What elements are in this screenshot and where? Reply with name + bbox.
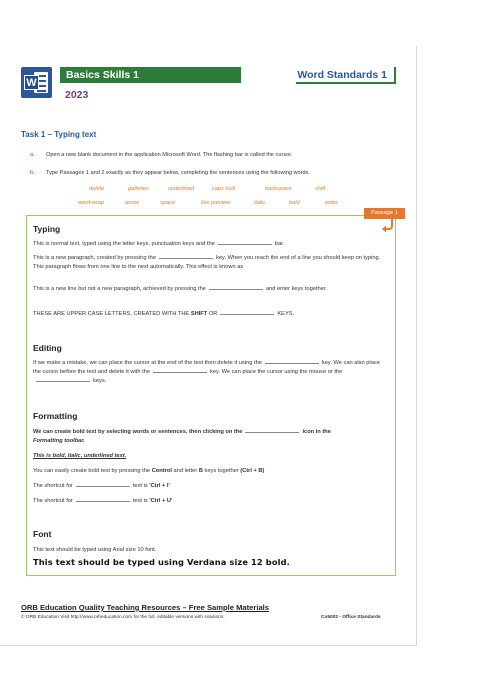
blank-line xyxy=(153,368,207,373)
formatting-paragraph-4 xyxy=(33,482,385,491)
text-run: key. We can place the cursor using the mouse or the xyxy=(209,369,343,375)
blank-line xyxy=(76,482,130,487)
formatting-paragraph-5 xyxy=(33,497,385,506)
text-run-bold: 'Ctrl + I' xyxy=(149,483,170,489)
text-run-bold: We can create bold text by selecting words or sentences, then clicking on the xyxy=(33,429,243,435)
text-run: text is xyxy=(132,498,148,504)
text-run: and letter xyxy=(173,468,198,474)
text-run: You can easily create bold text by pressing the xyxy=(33,468,151,474)
year-label: 2023 xyxy=(65,89,89,101)
wordbank-word: enter xyxy=(325,200,338,206)
typing-paragraph-4 xyxy=(33,310,385,319)
text-run-bold: SHIFT xyxy=(190,311,208,317)
font-heading: Font xyxy=(33,529,52,539)
text-run-bold: (Ctrl + B) xyxy=(240,468,265,474)
editing-paragraph xyxy=(33,359,385,386)
passage-tag: Passage 1 xyxy=(364,208,405,219)
typing-paragraph-3 xyxy=(33,285,385,294)
wordbank-word: delete xyxy=(89,186,105,192)
wordbank-word: underlined xyxy=(168,186,195,192)
wordbank-word: word-wrap xyxy=(78,200,105,206)
text-run-bold: Control xyxy=(151,468,172,474)
wordbank-word: arrow xyxy=(125,200,139,206)
standards-label: Word Standards 1 xyxy=(296,67,396,84)
text-run-bold: 'Ctrl + U' xyxy=(149,498,173,504)
blank-line xyxy=(220,310,274,315)
step-b xyxy=(30,170,310,176)
wordbank-word: backspace xyxy=(265,186,292,192)
wordbank-word: galleries xyxy=(128,186,149,192)
font-paragraph-1: This text should be typed using Arial size 10 font. xyxy=(33,547,157,553)
text-run: This is a new line but not a new paragraph, achieved by pressing the xyxy=(33,286,206,292)
text-run: bar. xyxy=(274,241,285,247)
text-run: KEYS. xyxy=(277,311,295,317)
wordbank-word: space xyxy=(160,200,175,206)
blank-line xyxy=(245,428,299,433)
word-logo-letter: W xyxy=(24,75,39,90)
footer-code: Co5002 - Office Standards xyxy=(321,615,381,620)
text-run: The shortcut for xyxy=(33,483,73,489)
footer-title: ORB Education Quality Teaching Resources – Free Sample Materials xyxy=(21,603,269,612)
wordbank-word: live preview xyxy=(201,200,231,206)
formatting-paragraph-1 xyxy=(33,428,385,446)
blank-line xyxy=(76,497,130,502)
text-run-bold-italic-underline: This is bold, italic, underlined text. xyxy=(33,453,127,459)
text-run: This is a new paragraph, created by pressing the xyxy=(33,255,156,261)
word-logo-icon xyxy=(21,67,52,98)
text-run: If we make a mistake, we can place the cursor at the end of the text then delete it using the xyxy=(33,360,262,366)
blank-line xyxy=(159,254,213,259)
text-run: keys together xyxy=(204,468,239,474)
wordbank-word: caps lock xyxy=(212,186,236,192)
text-run: OR xyxy=(208,311,218,317)
task-title: Task 1 – Typing text xyxy=(21,130,97,139)
wordbank-word: bold xyxy=(289,200,300,206)
formatting-paragraph-3 xyxy=(33,467,385,476)
blank-line xyxy=(218,240,272,245)
text-run: keys. xyxy=(93,378,107,384)
font-paragraph-2: This text should be typed using Verdana size 12 bold. xyxy=(33,557,290,567)
turn-arrow-icon xyxy=(382,219,396,233)
text-run-bold-italic: Formatting toolbar. xyxy=(33,438,85,444)
text-run: THESE ARE UPPER CASE LETTERS, CREATED WITH THE xyxy=(33,311,190,317)
blank-line xyxy=(265,359,319,364)
wordbank-word: shift xyxy=(315,186,326,192)
blank-line xyxy=(36,377,90,382)
typing-paragraph-2 xyxy=(33,254,385,272)
step-a-text: Open a new blank document in the application Microsoft Word. The flashing bar is called the cursor. xyxy=(46,152,293,158)
blank-line xyxy=(209,285,263,290)
editing-heading: Editing xyxy=(33,343,62,353)
title-bar: Basics Skills 1 xyxy=(60,67,241,83)
step-b-letter: b. xyxy=(30,170,35,176)
text-run: The shortcut for xyxy=(33,498,73,504)
text-run-bold: B xyxy=(198,468,203,474)
footer-copyright: © ORB Education Visit http://www.orbeducation.com for the full, editable versions with solutions. xyxy=(21,615,225,620)
step-a xyxy=(30,152,292,158)
typing-heading: Typing xyxy=(33,224,61,234)
text-run: key. We can also place the cursor before the text and delete it with the xyxy=(33,360,380,375)
text-run: This is normal text, typed using the letter keys, punctuation keys and the xyxy=(33,241,215,247)
typing-paragraph-1 xyxy=(33,240,385,249)
text-run: and enter keys together. xyxy=(265,286,327,292)
text-run: key. When you reach the end of a line you should keep on typing. This paragraph flows from one line to the next automatically. This effect is known as xyxy=(33,255,381,270)
step-b-text: Type Passages 1 and 2 exactly as they appear below, completing the sentences using the following words. xyxy=(46,170,310,176)
formatting-heading: Formatting xyxy=(33,411,78,421)
text-run-bold: icon in the xyxy=(302,429,331,435)
formatting-paragraph-2 xyxy=(33,452,385,461)
step-a-letter: a. xyxy=(30,152,35,158)
wordbank-word: italic xyxy=(254,200,266,206)
text-run: text is xyxy=(132,483,148,489)
